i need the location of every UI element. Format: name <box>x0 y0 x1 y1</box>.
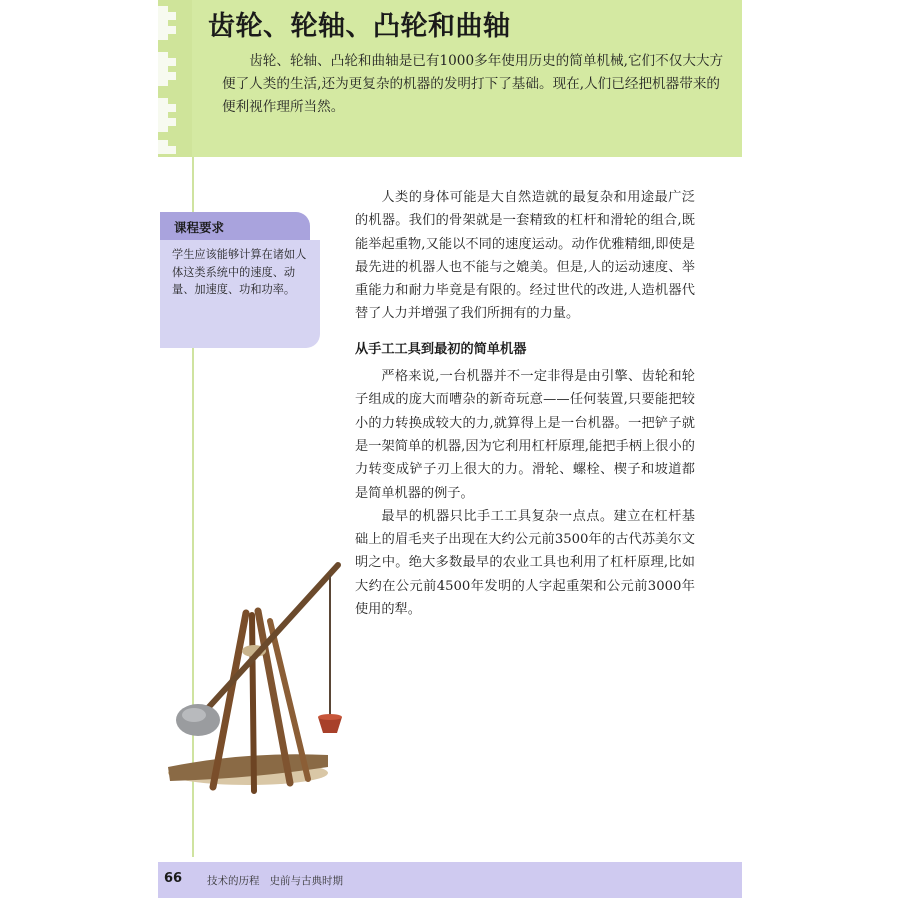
intro-paragraph: 齿轮、轮轴、凸轮和曲轴是已有1000多年使用历史的简单机械,它们不仅大大方便了人类的生活,还为更复杂的机器的发明打下了基础。现在,人们已经把机器带来的便利视作理所当然。 <box>222 53 724 115</box>
shaduf-icon <box>158 555 358 805</box>
book-title: 技术的历程 <box>207 875 260 887</box>
intro-text <box>222 50 728 119</box>
page-title: 齿轮、轮轴、凸轮和曲轴 <box>208 11 511 42</box>
paragraph-1: 人类的身体可能是大自然造就的最复杂和用途最广泛的机器。我们的骨架就是一套精致的杠杆和滑轮的组合,既能举起重物,又能以不同的速度运动。动作优雅精细,即使是最先进的机器人也不能与之媲美。但是,人的运动速度、举重能力和耐力毕竟是有限的。经过世代的改进,人造机器代替了人力并增强了我们所拥有的力量。 <box>355 190 695 322</box>
paragraph-2: 严格来说,一台机器并不一定非得是由引擎、齿轮和轮子组成的庞大而嘈杂的新奇玩意——任何装置,只要能把较小的力转换成较大的力,就算得上是一台机器。一把铲子就是一架简单的机器,因为它利用杠杆原理,能把手柄上很小的力转变成铲子刃上很大的力。滑轮、螺栓、楔子和坡道都是简单机器的例子。 <box>355 369 695 501</box>
gear-icon <box>158 0 192 157</box>
paragraph-3: 最早的机器只比手工工具复杂一点点。建立在杠杆基础上的眉毛夹子出现在大约公元前3500年的古代苏美尔文明之中。绝大多数最早的农业工具也利用了杠杆原理,比如大约在公元前4500年发明的人字起重架和公元前3000年使用的犁。 <box>355 508 695 618</box>
course-requirements-header <box>160 212 310 240</box>
course-requirements-text: 学生应该能够计算在诸如人体这类系统中的速度、动量、加速度、功和功率。 <box>172 248 307 296</box>
main-text <box>355 186 695 621</box>
page-number: 66 <box>164 871 183 886</box>
running-footer <box>207 873 343 888</box>
chapter-title: 史前与古典时期 <box>269 875 344 887</box>
section-heading: 从手工工具到最初的简单机器 <box>355 341 527 357</box>
course-requirements-box <box>160 212 320 348</box>
course-requirements-title: 课程要求 <box>174 220 225 235</box>
course-requirements-body <box>160 240 320 348</box>
